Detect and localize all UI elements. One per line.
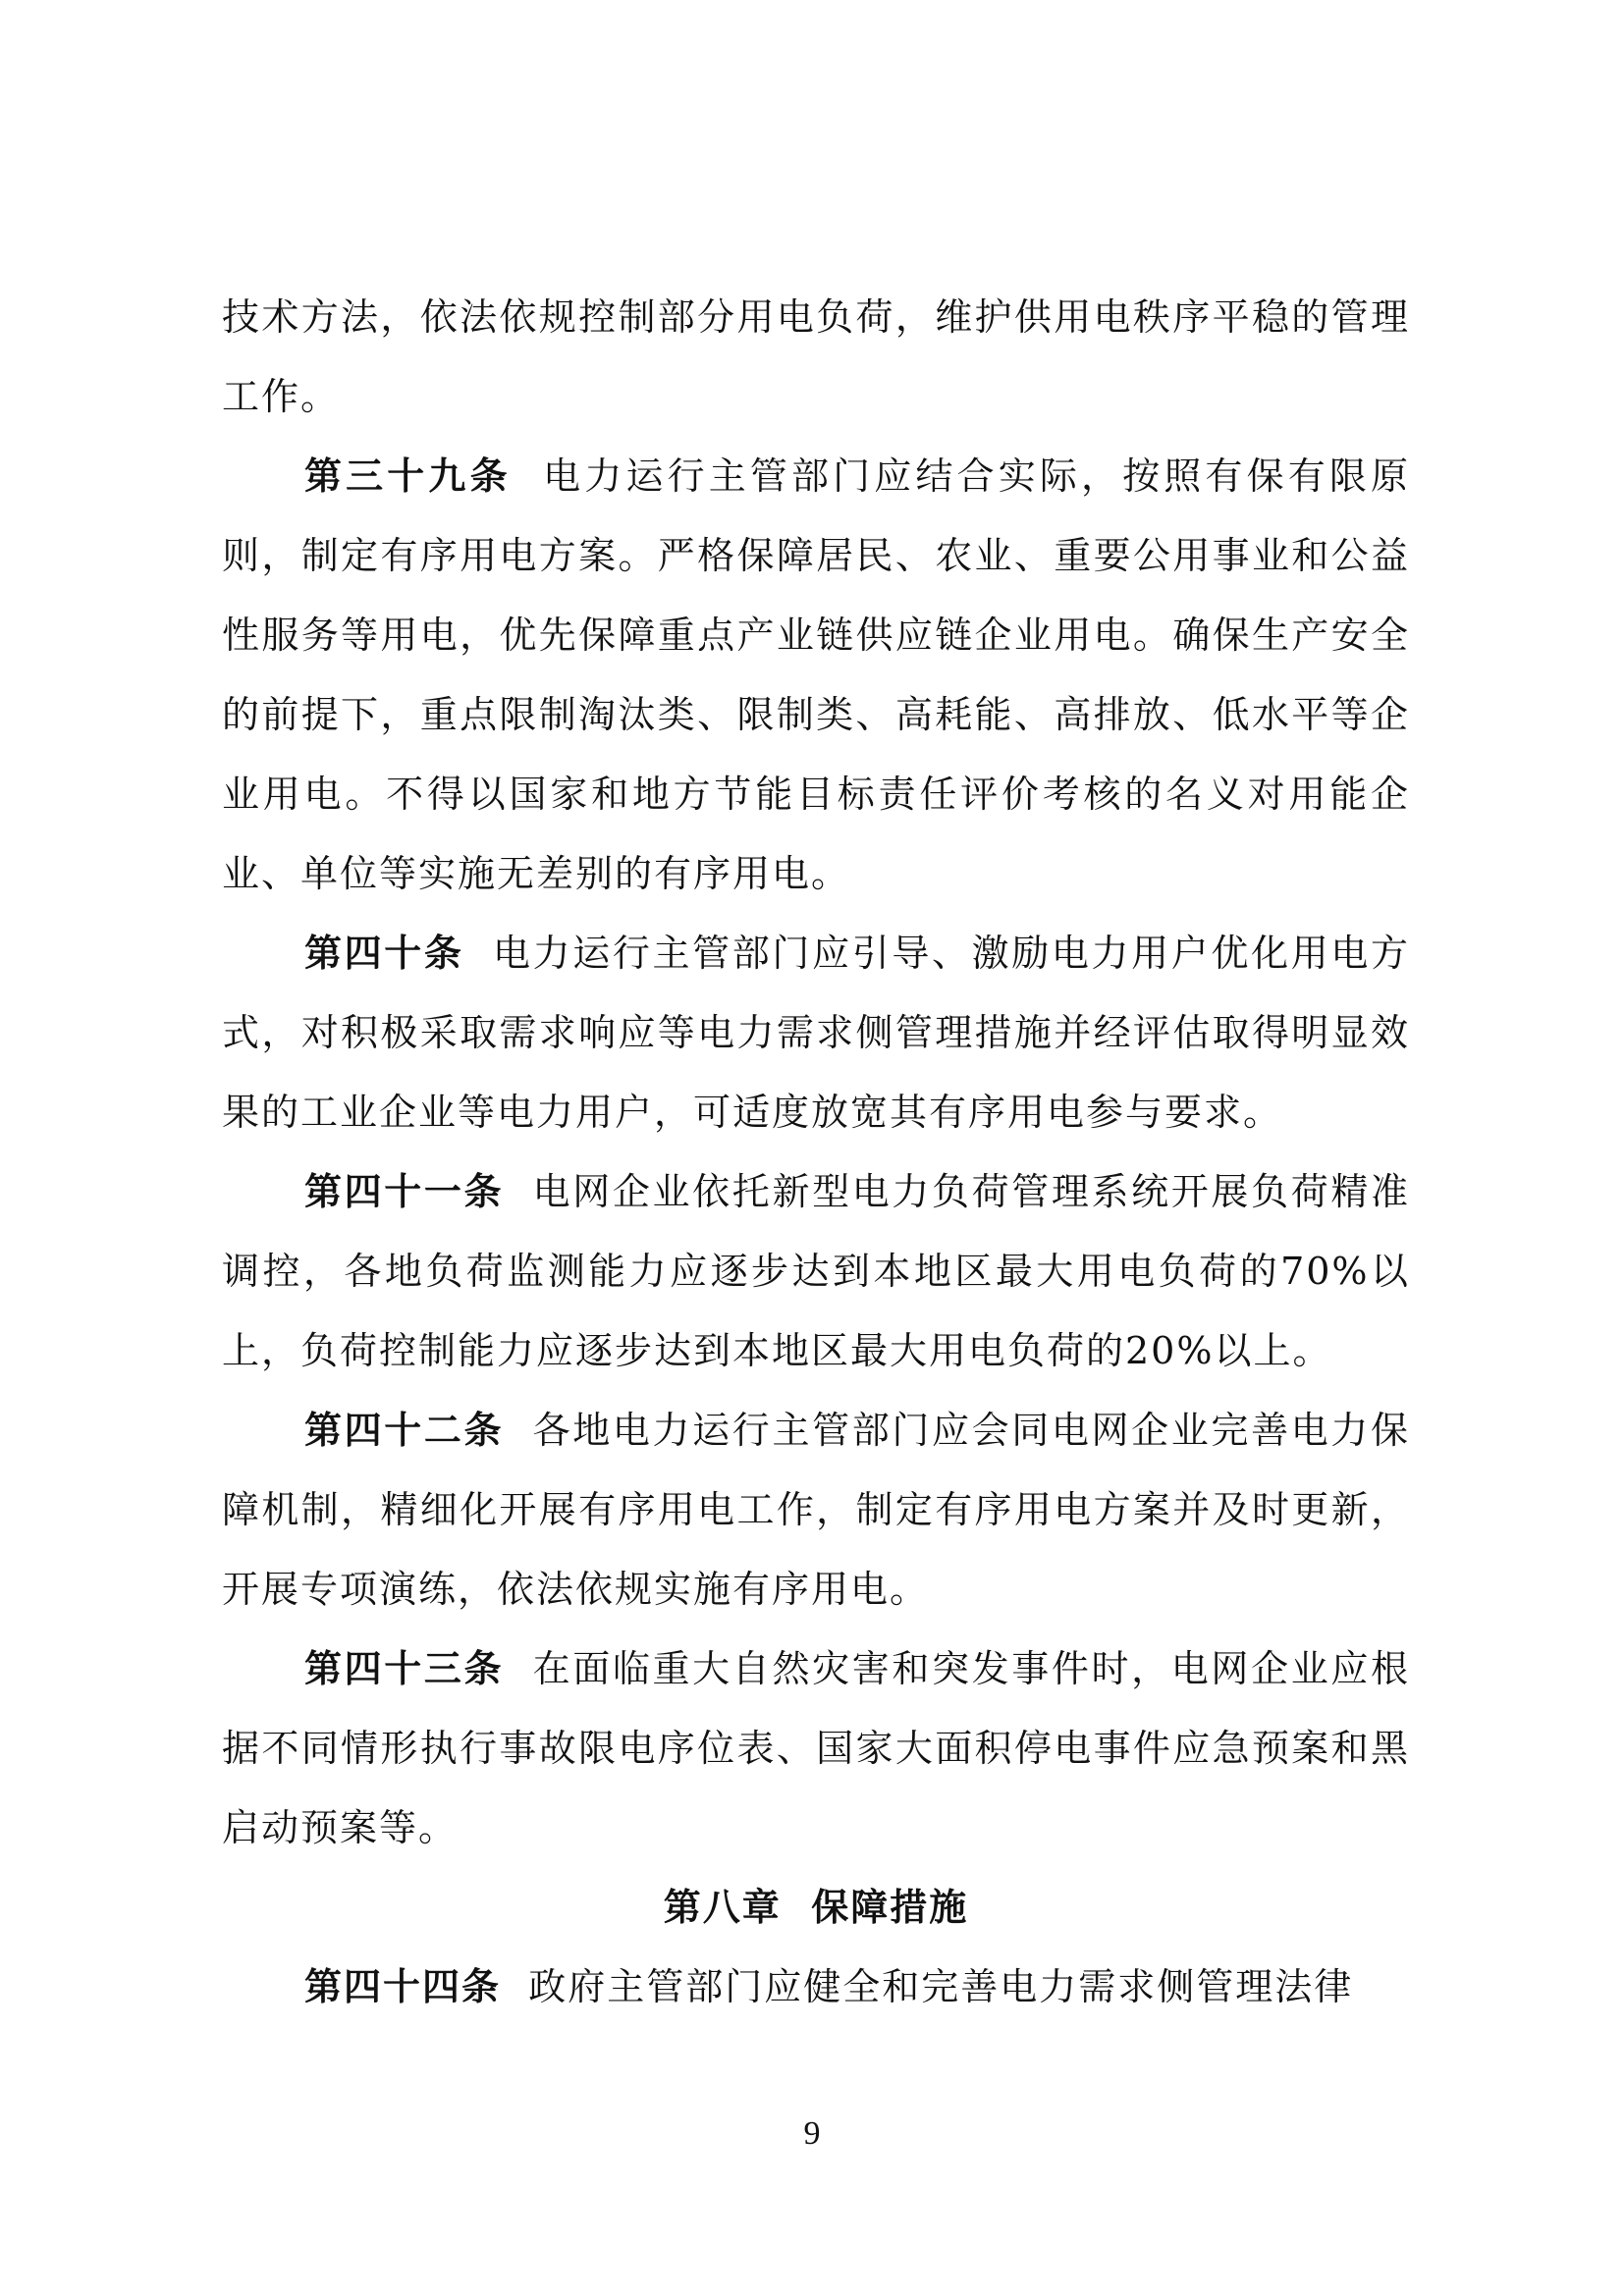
- article-text: 在面临重大自然灾害和突发事件时，电网企业应根据不同情形执行事故限电序位表、国家大面积停电事件应急预案和黑启动预案等。: [222, 1647, 1410, 1849]
- article-label: 第四十二条: [304, 1409, 505, 1452]
- chapter-heading: 第八章 保障措施: [663, 1886, 969, 1929]
- article-41: [222, 1152, 1410, 1391]
- article-43: [222, 1629, 1410, 1868]
- article-label: 第三十九条: [304, 454, 512, 498]
- article-42: [222, 1391, 1410, 1629]
- article-label: 第四十四条: [304, 1965, 502, 2008]
- article-39: [222, 437, 1410, 914]
- article-44: [222, 1948, 1410, 2027]
- article-label: 第四十三条: [304, 1647, 505, 1690]
- article-text: 电网企业依托新型电力负荷管理系统开展负荷精准调控，各地负荷监测能力应逐步达到本地区最大用电负荷的70%以上，负荷控制能力应逐步达到本地区最大用电负荷的20%以上。: [222, 1170, 1410, 1372]
- page-number: 9: [803, 2115, 821, 2152]
- article-text: 电力运行主管部门应引导、激励电力用户优化用电方式，对积极采取需求响应等电力需求侧管理措施并经评估取得明显效果的工业企业等电力用户，可适度放宽其有序用电参与要求。: [222, 932, 1410, 1134]
- article-text: 电力运行主管部门应结合实际，按照有保有限原则，制定有序用电方案。严格保障居民、农业、重要公用事业和公益性服务等用电，优先保障重点产业链供应链企业用电。确保生产安全的前提下，重点限制淘汰类、限制类、高耗能、高排放、低水平等企业用电。不得以国家和地方节能目标责任评价考核的名义对用能企业、单位等实施无差别的有序用电。: [222, 454, 1410, 895]
- article-text: 政府主管部门应健全和完善电力需求侧管理法律: [528, 1965, 1354, 2008]
- article-40: [222, 914, 1410, 1152]
- article-text: 各地电力运行主管部门应会同电网企业完善电力保障机制，精细化开展有序用电工作，制定有序用电方案并及时更新，开展专项演练，依法依规实施有序用电。: [222, 1409, 1410, 1611]
- article-label: 第四十一条: [304, 1170, 505, 1213]
- page-body: [222, 278, 1410, 2027]
- continued-paragraph: 技术方法，依法依规控制部分用电负荷，维护供用电秩序平稳的管理工作。: [222, 295, 1410, 418]
- article-label: 第四十条: [304, 932, 464, 975]
